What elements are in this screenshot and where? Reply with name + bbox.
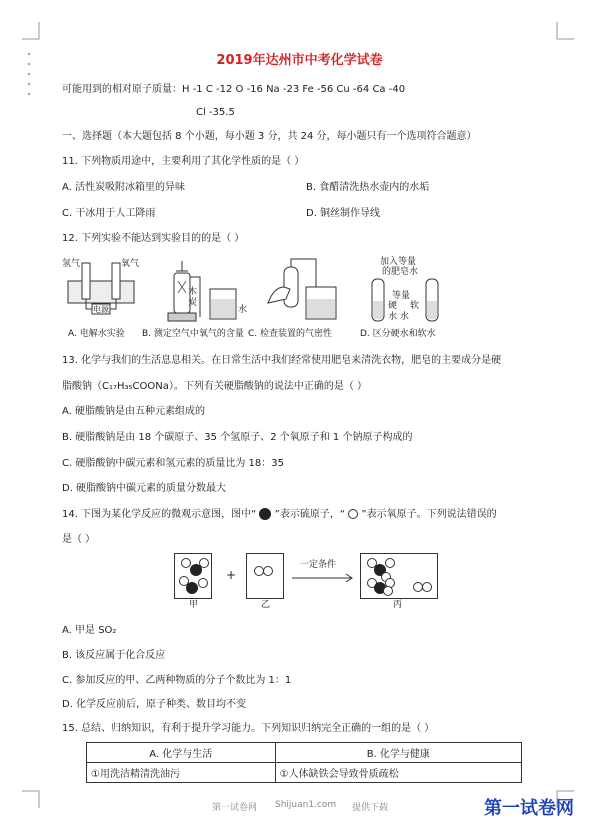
- footer-site-url[interactable]: Shijuan1.com: [275, 800, 337, 810]
- label-yi: 乙: [261, 600, 271, 610]
- q15-stem: 15. 总结、归纳知识，有利于提升学习能力。下列知识归纳完全正确的一组的是（ ）: [62, 723, 435, 734]
- q15-col-a-header: A. 化学与生活: [87, 743, 276, 763]
- sulfur-atom-icon: [259, 508, 271, 520]
- footer-download-text: 提供下载: [352, 803, 389, 813]
- hard-soft-water-diagram: [366, 257, 446, 327]
- q13-option-d: D. 硬脂酸钠中碳元素的质量分数最大: [62, 483, 227, 494]
- label-water-b: 水: [238, 305, 248, 315]
- q14-stem-part3: ”表示氧原子。下列说法错误的: [361, 509, 497, 520]
- atomic-masses-line2: Cl -35.5: [196, 107, 235, 118]
- q14-stem-part1: 14. 下图为某化学反应的微观示意图，图中“: [62, 509, 257, 520]
- q14-option-b: B. 该反应属于化合反应: [62, 650, 166, 661]
- corner-mark-bottom-left: [22, 790, 40, 808]
- q12-stem: 12. 下列实验不能达到实验目的的是（ ）: [62, 233, 245, 244]
- label-add-equal: 加入等量: [380, 257, 417, 267]
- q15-row1-b: ①人体缺铁会导致骨质疏松: [275, 763, 521, 783]
- label-power: 电源: [93, 305, 109, 314]
- reactant-yi-box: [246, 553, 284, 599]
- label-soft: 软: [410, 301, 420, 311]
- q11-option-d: D. 铜丝制作导线: [306, 208, 381, 219]
- section-heading: 一、选择题（本大题包括 8 个小题，每小题 3 分，共 24 分，每小题只有一个选项符合题意）: [62, 131, 477, 142]
- q11-stem: 11. 下列物质用途中，主要利用了其化学性质的是（ ）: [62, 156, 305, 167]
- label-wood: 木: [188, 287, 198, 297]
- q13-stem-line1: 13. 化学与我们的生活息息相关。在日常生活中我们经常使用肥皂来清洗衣物，肥皂的主要成分是硬: [62, 355, 502, 366]
- q12-option-a: A. 电解水实验: [68, 329, 125, 339]
- q11-option-c: C. 干冰用于人工降雨: [62, 208, 156, 219]
- q11-option-b: B. 食醋清洗热水壶内的水垢: [306, 182, 430, 193]
- q15-knowledge-table: [86, 742, 522, 783]
- q11-option-a: A. 活性炭吸附冰箱里的异味: [62, 182, 186, 193]
- product-bing-box: [360, 553, 438, 599]
- airtightness-diagram: [264, 257, 344, 327]
- electrolysis-diagram: [62, 257, 142, 327]
- q12-option-c: C. 检查装置的气密性: [248, 329, 333, 339]
- q12-option-d: D. 区分硬水和软水: [360, 329, 436, 339]
- q14-option-d: D. 化学反应前后，原子种类、数目均不变: [62, 699, 247, 710]
- q14-stem-line2: 是（ ）: [62, 534, 96, 545]
- label-charcoal: 炭: [188, 298, 198, 308]
- corner-mark-top-right: [556, 22, 574, 40]
- q13-option-b: B. 硬脂酸钠是由 18 个碳原子、35 个氢原子、2 个氧原子和 1 个钠原子构成的: [62, 432, 413, 443]
- q14-stem-line1: [62, 508, 497, 521]
- page-title: 2019年达州市中考化学试卷: [216, 53, 383, 68]
- plus-sign: +: [226, 568, 237, 582]
- q15-row1-a: ①用洗洁精清洗油污: [87, 763, 276, 783]
- label-hydrogen: 氢气: [62, 259, 81, 269]
- q13-stem-line2: 脂酸钠（C₁₇H₃₅COONa）。下列有关硬脂酸钠的说法中正确的是（ ）: [62, 381, 368, 392]
- site-logo: 第一试卷网: [484, 798, 574, 819]
- q14-option-a: A. 甲是 SO₂: [62, 625, 117, 636]
- q15-col-b-header: B. 化学与健康: [275, 743, 521, 763]
- q13-option-a: A. 硬脂酸钠是由五种元素组成的: [62, 406, 206, 417]
- q14-option-c: C. 参加反应的甲、乙两种物质的分子个数比为 1：1: [62, 675, 292, 686]
- oxygen-content-diagram: [158, 257, 258, 327]
- reactant-jia-box: [174, 553, 212, 599]
- label-soap-water: 的肥皂水: [382, 267, 419, 277]
- q12-option-b: B. 测定空气中氧气的含量: [142, 329, 244, 339]
- reaction-condition: 一定条件: [300, 560, 337, 570]
- q14-stem-part2: ”表示硫原子，“: [274, 509, 346, 520]
- label-jia: 甲: [189, 600, 199, 610]
- atomic-masses-line1: 可能用到的相对原子质量：H -1 C -12 O -16 Na -23 Fe -56 Cu -64 Ca -40: [62, 84, 406, 95]
- label-hard: 硬: [388, 301, 398, 311]
- label-equal: 等量: [392, 291, 411, 301]
- q13-option-c: C. 硬脂酸钠中碳元素和氢元素的质量比为 18：35: [62, 458, 284, 469]
- label-oxygen: 氧气: [121, 259, 140, 269]
- footer-site-name: 第一试卷网: [212, 803, 258, 813]
- oxygen-atom-icon: [348, 509, 358, 519]
- label-water-d: 水 水: [388, 312, 409, 322]
- label-bing: 丙: [393, 600, 403, 610]
- corner-mark-top-left: [22, 22, 40, 40]
